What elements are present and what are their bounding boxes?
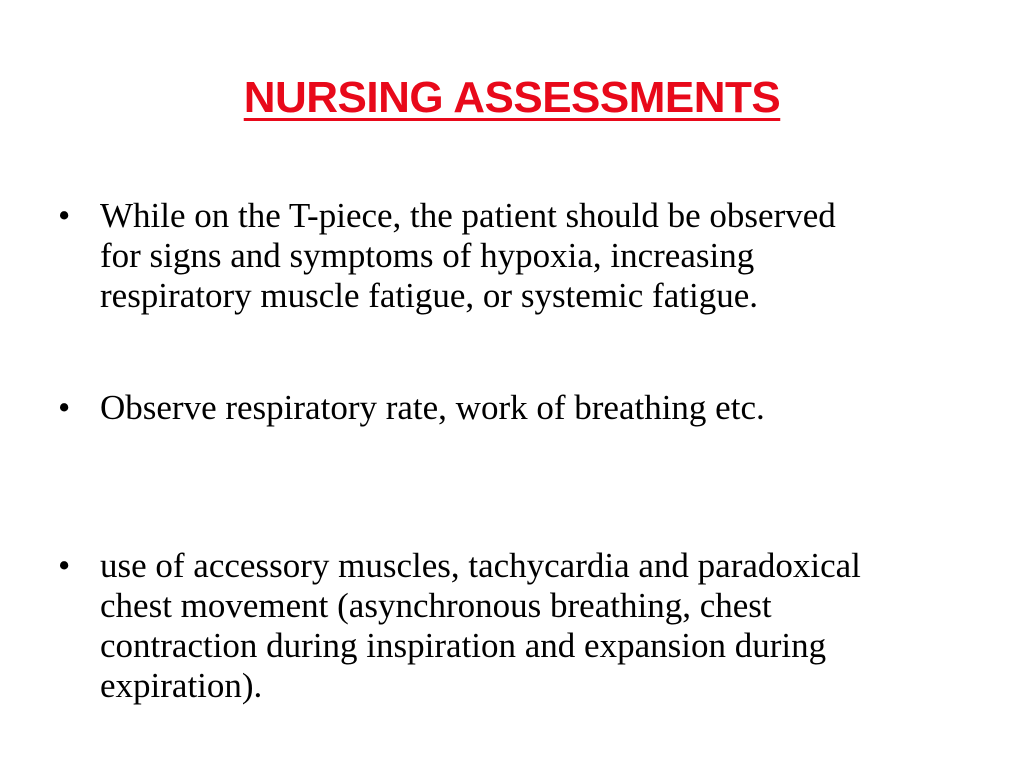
bullet-item-1	[58, 196, 988, 316]
bullet-item-3	[58, 546, 988, 706]
bullet-marker: •	[58, 388, 71, 427]
bullet-marker: •	[58, 196, 71, 235]
bullet-text-3: use of accessory muscles, tachycardia and paradoxical chest movement (asynchronous breathing, chest contraction during inspiration and expansion during expiration).	[100, 546, 861, 705]
slide-title-text: NURSING ASSESSMENTS	[243, 73, 781, 122]
bullet-marker: •	[58, 546, 71, 585]
bullet-text-1: While on the T-piece, the patient should be observed for signs and symptoms of hypoxia, increasing respiratory muscle fatigue, or systemic fatigue.	[100, 196, 836, 315]
bullet-item-2	[58, 388, 988, 428]
bullet-text-2: Observe respiratory rate, work of breathing etc.	[100, 388, 765, 427]
slide-title	[0, 70, 1024, 126]
